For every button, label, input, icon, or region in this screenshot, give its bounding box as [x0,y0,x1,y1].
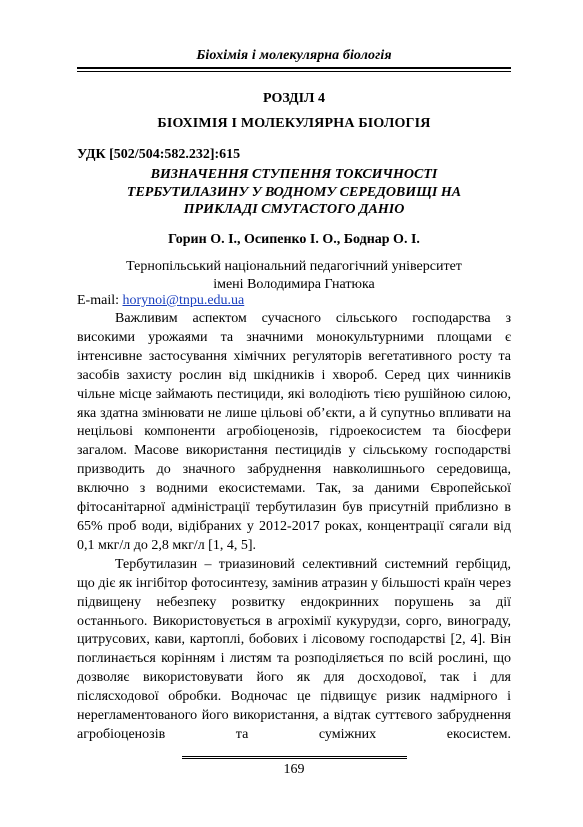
article-title-line: ВИЗНАЧЕННЯ СТУПЕННЯ ТОКСИЧНОСТІ [150,167,438,182]
affiliation-line: імені Володимира Гнатюка [213,277,375,292]
book-page [77,0,511,827]
page-number: 169 [283,762,305,777]
authors: Горин О. І., Осипенко І. О., Боднар О. І. [168,232,420,247]
section-number: РОЗДІЛ 4 [263,91,325,106]
email-label: E-mail: [77,293,123,308]
section-title: БІОХІМІЯ І МОЛЕКУЛЯРНА БІОЛОГІЯ [157,116,431,131]
article-title-line: ПРИКЛАДІ СМУГАСТОГО ДАНІО [183,202,405,217]
footer-rule [182,758,407,759]
email-line [77,293,244,309]
footer-rule [182,756,407,757]
email-link[interactable]: horynoi@tnpu.edu.ua [122,293,245,308]
header-rule [77,67,511,69]
body-paragraph: Тербутилазин – триазиновий селективний системний гербіцид, що діє як інгібітор фотосинтезу, замінив атразин у більшості країн через підвищену небезпеку розвитку ендокринних порушень за дії останнього. Використовується в агрохімії кукурудзи, сорго, винограду, цитрусових, кави, картоплі, бобових і лісовому господарстві [2, 4]. Він поглинається корінням і листям та розподіляється по всій рослині, що дозволяє використовувати його як для досходової, так і для післясходової обробки. Водночас це підвищує ризик надмірного і нерегламентованого його використання, а відтак суттєвого забруднення агробіоценозів та суміжних екосистем. [77,556,511,742]
affiliation-line: Тернопільський національний педагогічний університет [126,259,462,274]
running-header: Біохімія і молекулярна біологія [196,48,392,63]
article-body [77,310,511,745]
udc-code: УДК [502/504:582.232]:615 [77,147,241,162]
header-rule [77,71,511,72]
body-paragraph: Важливим аспектом сучасного сільського господарства з високими урожаями та значними монокультурними площами є інтенсивне застосування хімічних регуляторів вегетативного росту та засобів захисту рослин від шкідників і хвороб. Серед цих чинників чільне місце займають пестициди, які володіють тією рушійною силою, яка здатна змінювати не лише цільові об’єкти, а й супутньо впливати на нецільові компоненти агробіоценозів, гідроекосистем та біосфери загалом. Масове використання пестицидів у сільському господарстві призводить до значного забруднення навколишнього середовища, включно з водними екосистемами. Так, за даними Європейської фітосанітарної адміністрації тербутилазин був присутній приблизно в 65% проб води, відібраних у 2012-2017 роках, концентрації сягали від 0,1 мкг/л до 2,8 мкг/л [1, 4, 5]. [77,311,511,553]
affiliation [77,258,511,294]
article-title-line: ТЕРБУТИЛАЗИНУ У ВОДНОМУ СЕРЕДОВИЩІ НА [126,184,462,200]
article-title [77,166,511,219]
